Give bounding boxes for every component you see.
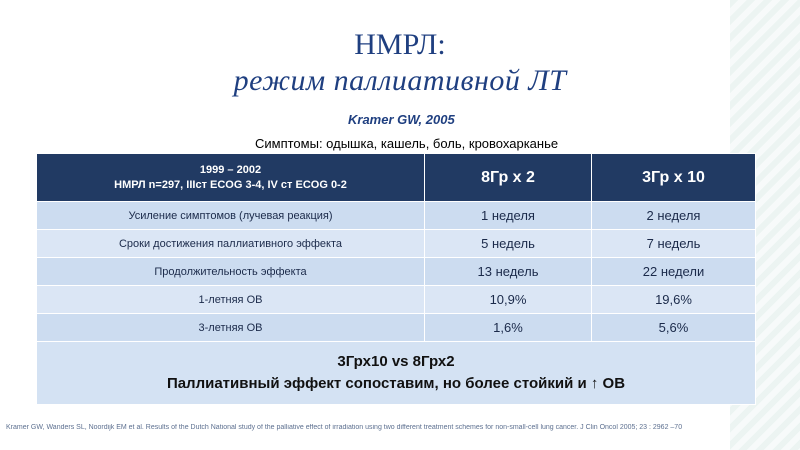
row-label: 1-летняя ОВ [37, 286, 425, 314]
study-author: Kramer GW, 2005 [348, 112, 455, 127]
slide-subtitle: режим паллиативной ЛТ [233, 64, 567, 97]
row-value-3gy: 19,6% [592, 286, 756, 314]
row-label: 3-летняя ОВ [37, 314, 425, 342]
table-row [37, 286, 756, 314]
row-value-8gy: 1 неделя [425, 202, 592, 230]
row-value-8gy: 13 недель [425, 258, 592, 286]
row-value-3gy: 7 недель [592, 230, 756, 258]
conclusion-cell [37, 342, 756, 405]
table-row [37, 314, 756, 342]
row-value-8gy: 5 недель [425, 230, 592, 258]
row-value-3gy: 22 недели [592, 258, 756, 286]
table-conclusion-row [37, 342, 756, 405]
header-study-population: НМРЛ n=297, IIIст ECOG 3-4, IV ст ECOG 0-2 [114, 178, 347, 191]
conclusion-summary: Паллиативный эффект сопоставим, но более стойкий и ↑ ОВ [166, 375, 626, 392]
table-row [37, 230, 756, 258]
row-label: Сроки достижения паллиативного эффекта [37, 230, 425, 258]
row-label: Продолжительность эффекта [37, 258, 425, 286]
table-row [37, 202, 756, 230]
header-study-period: 1999 – 2002 [199, 163, 262, 176]
header-regimen-3gy: 3Гр х 10 [592, 154, 756, 202]
conclusion-comparison: 3Грх10 vs 8Грх2 [337, 353, 455, 370]
header-study-info [37, 154, 425, 202]
slide-title: НМРЛ: [354, 28, 446, 61]
row-label: Усиление симптомов (лучевая реакция) [37, 202, 425, 230]
row-value-8gy: 1,6% [425, 314, 592, 342]
table-header-row [37, 154, 756, 202]
reference-citation: Kramer GW, Wanders SL, Noordijk EM et al. Results of the Dutch National study of the palliative effect of irradiation using two different treatment schemes for non-small-cell lung cancer. J Clin Oncol 2005; 23 : 2962 –70 [6, 424, 683, 431]
row-value-3gy: 2 неделя [592, 202, 756, 230]
row-value-3gy: 5,6% [592, 314, 756, 342]
symptoms-text: Симптомы: одышка, кашель, боль, кровохарканье [255, 136, 559, 151]
comparison-table [36, 153, 756, 405]
row-value-8gy: 10,9% [425, 286, 592, 314]
header-regimen-8gy: 8Гр х 2 [425, 154, 592, 202]
table-row [37, 258, 756, 286]
